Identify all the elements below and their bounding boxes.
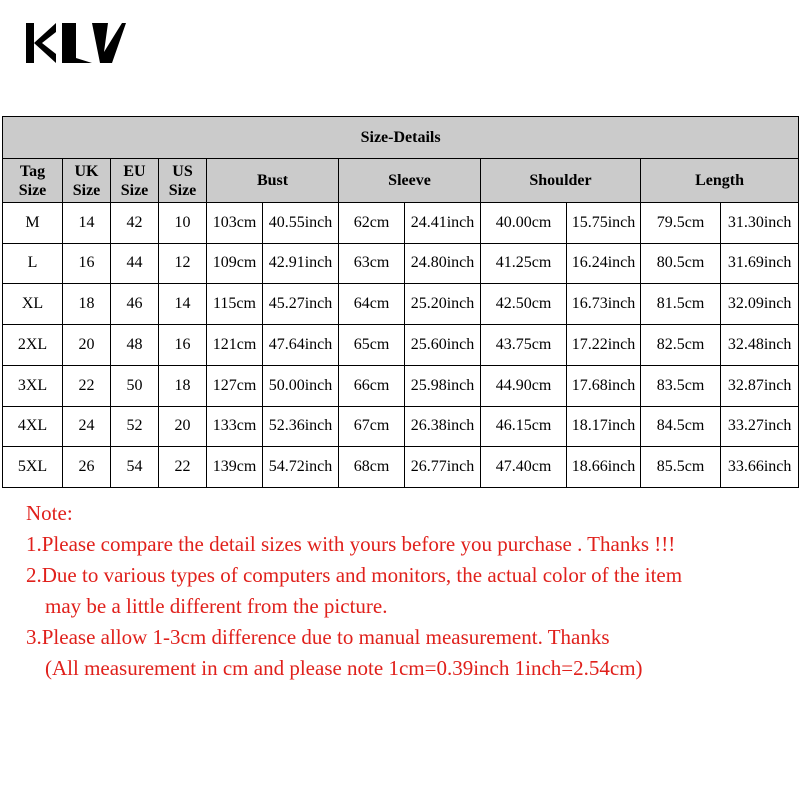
table-cell: 18: [159, 365, 207, 406]
table-cell: 80.5cm: [641, 243, 721, 284]
table-cell: 24.80inch: [405, 243, 481, 284]
table-cell: 81.5cm: [641, 284, 721, 325]
table-cell: 79.5cm: [641, 202, 721, 243]
table-cell: 67cm: [339, 406, 405, 447]
table-cell: 16: [63, 243, 111, 284]
table-cell: 24: [63, 406, 111, 447]
table-cell: 52.36inch: [263, 406, 339, 447]
klv-logo-icon: [26, 20, 126, 66]
table-cell: 10: [159, 202, 207, 243]
note-line: 2.Due to various types of computers and monitors, the actual color of the item: [26, 563, 683, 587]
table-cell: 2XL: [3, 325, 63, 366]
table-cell: 31.30inch: [721, 202, 799, 243]
table-row: [3, 284, 799, 325]
table-cell: 139cm: [207, 447, 263, 488]
table-cell: 44: [111, 243, 159, 284]
table-cell: 26.38inch: [405, 406, 481, 447]
notes-heading: Note:: [26, 501, 73, 525]
header-uk-sub: Size: [72, 181, 101, 199]
table-cell: 14: [159, 284, 207, 325]
table-cell: 48: [111, 325, 159, 366]
note-line: may be a little different from the picture.: [45, 594, 388, 618]
table-cell: 20: [63, 325, 111, 366]
table-cell: 25.98inch: [405, 365, 481, 406]
table-cell: 47.64inch: [263, 325, 339, 366]
header-tag-size: [3, 159, 63, 202]
table-cell: 115cm: [207, 284, 263, 325]
table-row: [3, 202, 799, 243]
table-cell: 54: [111, 447, 159, 488]
table-cell: 121cm: [207, 325, 263, 366]
table-cell: 84.5cm: [641, 406, 721, 447]
table-cell: 109cm: [207, 243, 263, 284]
table-cell: 133cm: [207, 406, 263, 447]
table-cell: 64cm: [339, 284, 405, 325]
header-tag-label: Tag: [19, 162, 46, 180]
table-cell: 40.55inch: [263, 202, 339, 243]
table-cell: 33.66inch: [721, 447, 799, 488]
header-tag-sub: Size: [18, 181, 47, 199]
table-cell: M: [3, 202, 63, 243]
table-cell: 68cm: [339, 447, 405, 488]
size-details-table: [2, 116, 799, 488]
table-cell: 40.00cm: [481, 202, 567, 243]
table-cell: 16.24inch: [567, 243, 641, 284]
header-uk-label: UK: [74, 162, 99, 180]
header-sleeve: Sleeve: [339, 159, 481, 202]
header-length: Length: [641, 159, 799, 202]
table-cell: 46.15cm: [481, 406, 567, 447]
table-cell: 16: [159, 325, 207, 366]
table-cell: L: [3, 243, 63, 284]
table-cell: 15.75inch: [567, 202, 641, 243]
table-cell: 5XL: [3, 447, 63, 488]
table-cell: 44.90cm: [481, 365, 567, 406]
table-cell: XL: [3, 284, 63, 325]
table-cell: 103cm: [207, 202, 263, 243]
table-cell: 17.22inch: [567, 325, 641, 366]
table-cell: 24.41inch: [405, 202, 481, 243]
note-line: 3.Please allow 1-3cm difference due to manual measurement. Thanks: [26, 625, 610, 649]
table-title: Size-Details: [3, 117, 799, 159]
table-row: [3, 243, 799, 284]
table-cell: 47.40cm: [481, 447, 567, 488]
table-cell: 50.00inch: [263, 365, 339, 406]
table-cell: 16.73inch: [567, 284, 641, 325]
table-row: [3, 406, 799, 447]
table-cell: 17.68inch: [567, 365, 641, 406]
table-cell: 33.27inch: [721, 406, 799, 447]
table-cell: 45.27inch: [263, 284, 339, 325]
table-cell: 4XL: [3, 406, 63, 447]
table-cell: 42: [111, 202, 159, 243]
table-cell: 52: [111, 406, 159, 447]
table-cell: 26: [63, 447, 111, 488]
header-us-size: [159, 159, 207, 202]
size-table-body: [3, 202, 799, 487]
table-cell: 50: [111, 365, 159, 406]
table-row: [3, 447, 799, 488]
table-row: [3, 365, 799, 406]
header-bust: Bust: [207, 159, 339, 202]
header-uk-size: [63, 159, 111, 202]
table-cell: 83.5cm: [641, 365, 721, 406]
table-cell: 127cm: [207, 365, 263, 406]
note-line: 1.Please compare the detail sizes with yours before you purchase . Thanks !!!: [26, 532, 676, 556]
table-cell: 18: [63, 284, 111, 325]
header-eu-label: EU: [123, 162, 146, 180]
header-shoulder: Shoulder: [481, 159, 641, 202]
table-cell: 62cm: [339, 202, 405, 243]
header-eu-sub: Size: [120, 181, 149, 199]
table-cell: 22: [159, 447, 207, 488]
table-cell: 18.66inch: [567, 447, 641, 488]
table-cell: 43.75cm: [481, 325, 567, 366]
table-cell: 65cm: [339, 325, 405, 366]
table-cell: 20: [159, 406, 207, 447]
header-us-sub: Size: [168, 181, 197, 199]
table-cell: 25.60inch: [405, 325, 481, 366]
table-cell: 85.5cm: [641, 447, 721, 488]
table-cell: 26.77inch: [405, 447, 481, 488]
table-cell: 42.50cm: [481, 284, 567, 325]
table-row: [3, 325, 799, 366]
table-cell: 22: [63, 365, 111, 406]
table-cell: 25.20inch: [405, 284, 481, 325]
table-cell: 12: [159, 243, 207, 284]
table-cell: 31.69inch: [721, 243, 799, 284]
header-eu-size: [111, 159, 159, 202]
header-us-label: US: [172, 162, 193, 180]
notes-section: [26, 498, 796, 684]
table-cell: 41.25cm: [481, 243, 567, 284]
table-cell: 32.87inch: [721, 365, 799, 406]
table-cell: 3XL: [3, 365, 63, 406]
brand-logo: [26, 20, 126, 66]
table-cell: 42.91inch: [263, 243, 339, 284]
table-cell: 14: [63, 202, 111, 243]
note-line: (All measurement in cm and please note 1cm=0.39inch 1inch=2.54cm): [45, 656, 643, 680]
table-cell: 32.48inch: [721, 325, 799, 366]
table-cell: 46: [111, 284, 159, 325]
table-cell: 32.09inch: [721, 284, 799, 325]
table-cell: 82.5cm: [641, 325, 721, 366]
table-cell: 18.17inch: [567, 406, 641, 447]
table-cell: 54.72inch: [263, 447, 339, 488]
table-cell: 66cm: [339, 365, 405, 406]
table-cell: 63cm: [339, 243, 405, 284]
